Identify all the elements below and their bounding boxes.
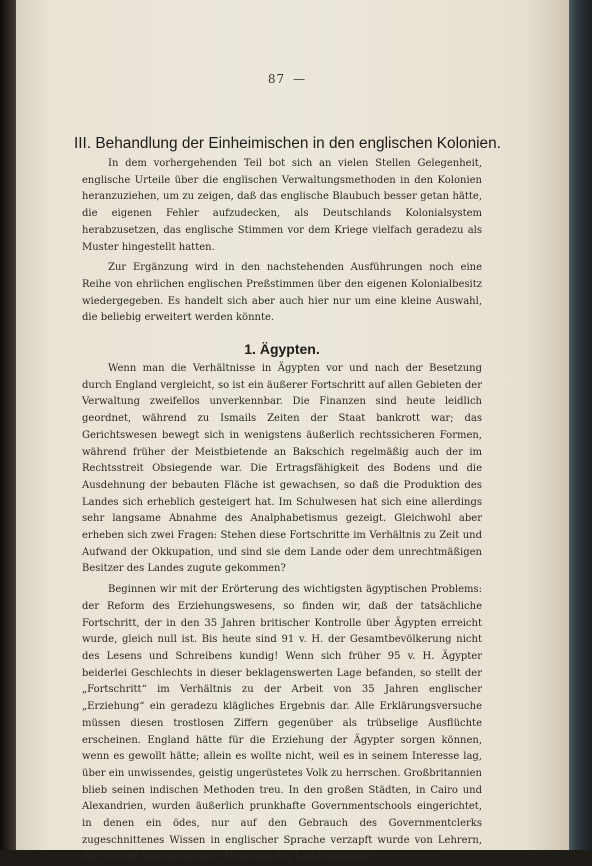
subsection-paragraph-1: Wenn man die Verhältnisse in Ägypten vor und nach der Besetzung durch England vergleicht, so ist ein äußerer Fortschritt auf allen Gebieten der Verwaltung zweifellos unverkennbar. Die Finanzen sind heute leidlich geordnet, während zu Ismails Zeiten der Staat bankrott war; das Gerichtswesen bewegt sich in wenigstens äußerlich rechtssicheren Formen, während früher der Meistbietende an Bakschich regelmäßig auch der im Rechtsstreit Obsiegende war. Die Ertragsfähigkeit des Bodens und die Ausdehnung der bebauten Fläche ist gewachsen, so daß die Produktion des Landes sich erheblich gesteigert hat. Im Schulwesen hat sich eine allerdings sehr langsame Abnahme des Analphabetismus gezeigt. Gleichwohl aber erheben sich zwei Fragen: Stehen diese Fortschritte im Verhältnis zu Zeit und Aufwand der Okkupation, und sind sie dem Lande oder dem unrechtmäßigen Besitzer des Landes zugute gekommen? bbox=[82, 363, 482, 575]
subsection-paragraph-2: Beginnen wir mit der Erörterung des wichtigsten ägyptischen Problems: der Reform des Erziehungswesens, so finden wir, daß der tatsächliche Fortschritt, der in den 35 Jahren britischer Kontrolle über Ägypten erreicht wurde, gleich null ist. Bis heute sind 91 v. H. der Gesamtbevölkerung nicht des Lesens und Schreibens kundig! Wenn sich früher 95 v. H. Ägypter beiderlei Geschlechts in dieser beklagenswerten Lage befanden, so stellt der „Fortschritt“ im Verhältnis zu der Arbeit von 35 Jahren englischer „Erziehung“ ein geradezu klägliches Ergebnis dar. Alle Erklärungsversuche müssen diesen trostlosen Ziffern gegenüber als trübselige Ausflüchte erscheinen. England hätte für die Erziehung der Ägypter sorgen können, wenn es gewollt hätte; allein es wollte nicht, weil es in seinem Interesse lag, über ein unwissendes, geistig ungerüstetes Volk zu herrschen. Großbritannien blieb seinen indischen Methoden treu. In den großen Städten, in Cairo und Alexandrien, wurden äußerlich prunkhafte Governmentschools eingerichtet, in denen ein ödes, nur auf den Gebrauch des Governmentclerks zugeschnittenes Wissen in englischer Sprache verzapft wurde von Lehrern, die in ihrer überwiegenden Mehrzahl der Landessprache bbox=[82, 584, 482, 863]
page-number-dash: — bbox=[293, 72, 307, 86]
book-cover-edge bbox=[568, 0, 592, 850]
page-number: 87 bbox=[267, 72, 286, 86]
book-page bbox=[16, 0, 569, 863]
subsection-heading: 1. Ägypten. bbox=[244, 341, 320, 358]
section-heading: III. Behandlung der Einheimischen in den englischen Kolonien. bbox=[74, 135, 501, 152]
page-number-line bbox=[92, 72, 482, 86]
section-paragraph-1: In dem vorhergehenden Teil bot sich an vielen Stellen Gelegenheit, englische Urteile über die englischen Verwaltungsmethoden in den Kolonien heranzuziehen, um zu zeigen, daß das englische Blaubuch besser getan hätte, die eigenen Fehler aufzudecken, als Deutschlands Kolonialsystem herabzusetzen, das englische Stimmen vor dem Kriege vielfach geradezu als Muster hingestellt hatten. bbox=[82, 158, 482, 253]
section-paragraph-2: Zur Ergänzung wird in den nachstehenden Ausführungen noch eine Reihe von ehrlichen englischen Preßstimmen über den eigenen Kolonialbesitz wiedergegeben. Es handelt sich aber auch hier nur um eine kleine Auswahl, die beliebig erweitert werden könnte. bbox=[82, 262, 482, 324]
page-content bbox=[74, 72, 501, 866]
